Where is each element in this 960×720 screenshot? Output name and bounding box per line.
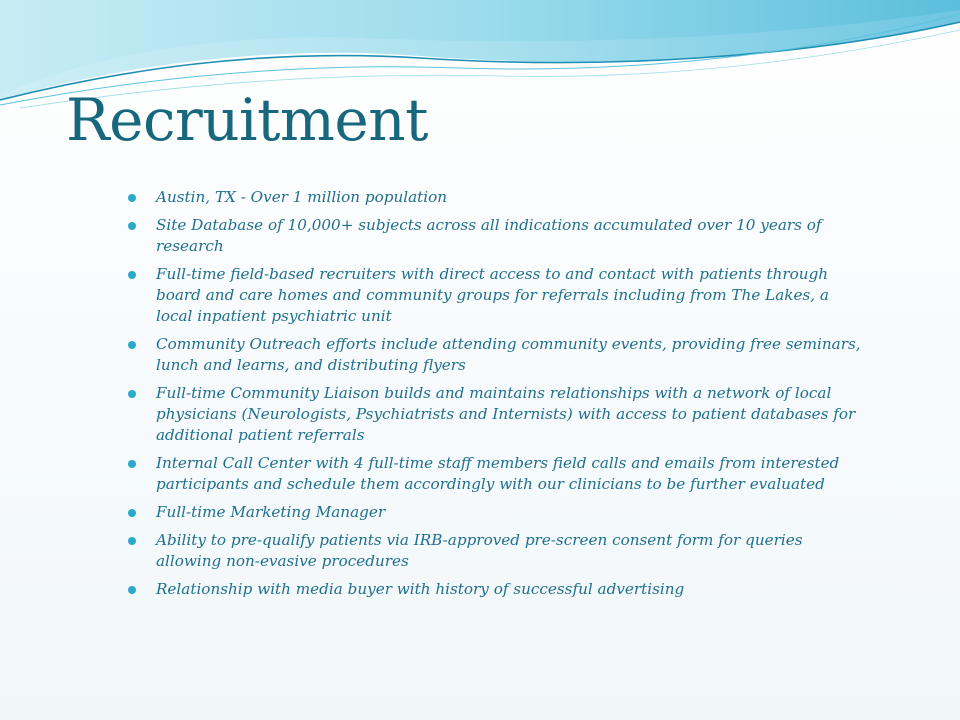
bullet-dot-icon xyxy=(128,222,136,230)
bullet-text: Internal Call Center with 4 full-time staff members field calls and emails from interested participants and schedule them accordingly with our clinicians to be further evaluated xyxy=(156,454,840,493)
bullet-dot-icon xyxy=(128,341,136,349)
bullet-dot-icon xyxy=(128,460,136,468)
bullet-text: Full-time Marketing Manager xyxy=(156,503,386,521)
bullet-text: Full-time Community Liaison builds and maintains relationships with a network of local physicians (Neurologists, Psychiatrists and Internists) with access to patient databases for additional patient referrals xyxy=(156,384,856,444)
slide-title: Recruitment xyxy=(66,86,428,154)
bullet-dot-icon xyxy=(128,537,136,545)
bullet-item xyxy=(128,502,868,523)
bullet-item xyxy=(128,579,868,600)
bullet-text: Relationship with media buyer with history of successful advertising xyxy=(156,580,685,598)
bullet-item xyxy=(128,334,868,376)
bullet-text: Site Database of 10,000+ subjects across all indications accumulated over 10 years of research xyxy=(156,216,822,255)
bullet-text: Full-time field-based recruiters with direct access to and contact with patients through board and care homes and community groups for referrals including from The Lakes, a local inpatient psychiatric unit xyxy=(156,265,829,325)
bullet-text: Ability to pre-qualify patients via IRB-approved pre-screen consent form for queries allowing non-evasive procedures xyxy=(156,531,803,570)
bullet-text: Community Outreach efforts include attending community events, providing free seminars, lunch and learns, and distributing flyers xyxy=(156,335,861,374)
bullet-dot-icon xyxy=(128,271,136,279)
bullet-item xyxy=(128,264,868,327)
bullet-item xyxy=(128,215,868,257)
bullet-dot-icon xyxy=(128,194,136,202)
bullet-text: Austin, TX - Over 1 million population xyxy=(156,188,448,206)
bullet-dot-icon xyxy=(128,586,136,594)
bullet-item xyxy=(128,383,868,446)
bullet-dot-icon xyxy=(128,390,136,398)
bullet-dot-icon xyxy=(128,509,136,517)
bullet-item xyxy=(128,453,868,495)
bullet-item xyxy=(128,530,868,572)
bullet-list xyxy=(128,187,868,607)
bullet-item xyxy=(128,187,868,208)
wave-front xyxy=(0,0,960,100)
